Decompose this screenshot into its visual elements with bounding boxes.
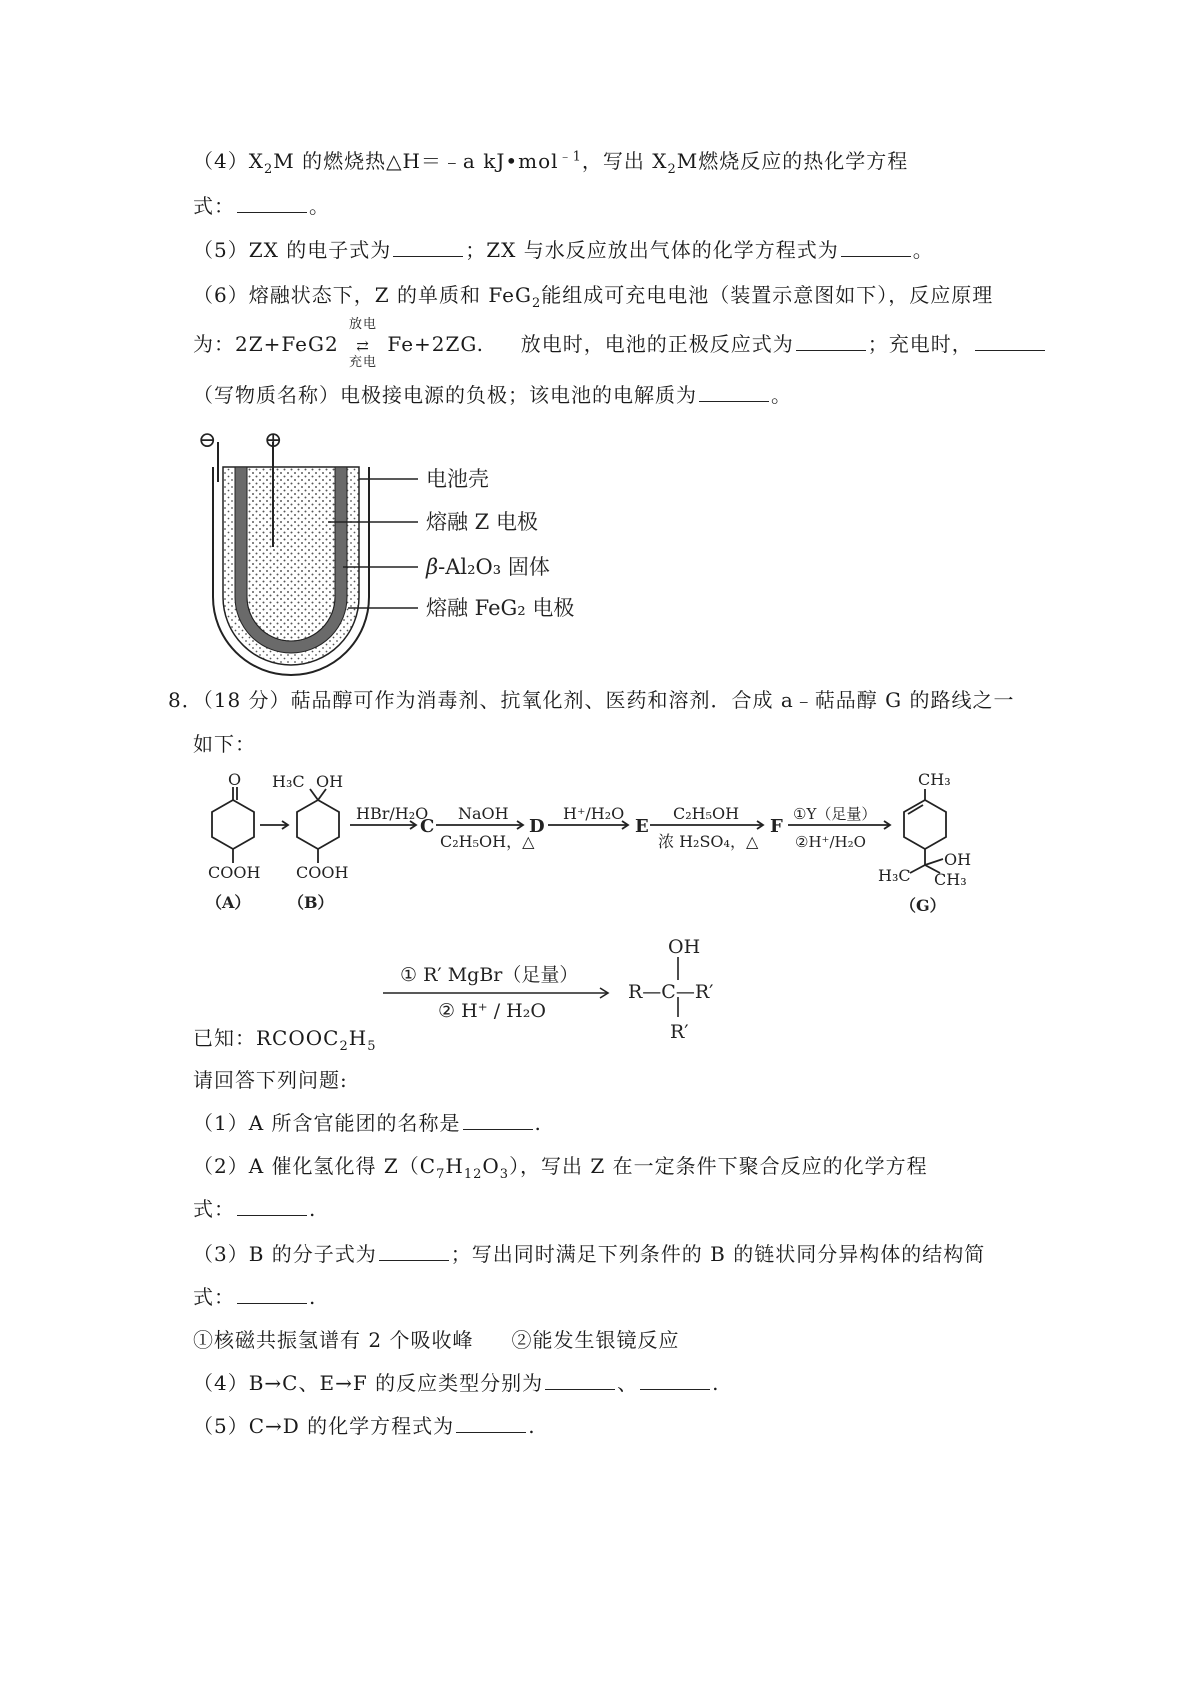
svg-text:② H⁺ / H₂O: ② H⁺ / H₂O: [438, 1000, 546, 1022]
q7-part6-line1: （6）熔融状态下，Z 的单质和 FeG$_2$能组成可充电电池（装置示意图如下），反应原理: [193, 283, 994, 311]
q7-part5: （5）ZX 的电子式为 ；ZX 与水反应放出气体的化学方程式为 。: [193, 238, 934, 262]
answer-blank: [456, 1431, 526, 1433]
q8-part3-line1: （3）B 的分子式为 ；写出同时满足下列条件的 B 的链状同分异构体的结构简: [193, 1242, 986, 1266]
svg-text:CH₃: CH₃: [934, 870, 967, 889]
svg-text:F: F: [770, 816, 783, 837]
answer-blank: [393, 255, 463, 257]
svg-text:（G）: （G）: [900, 896, 946, 915]
answer-blank: [237, 1214, 307, 1216]
answer-blank: [237, 211, 307, 213]
answer-blank: [841, 255, 911, 257]
q8-part4: （4）B→C、E→F 的反应类型分别为 、 .: [193, 1371, 720, 1395]
svg-text:浓 H₂SO₄，△: 浓 H₂SO₄，△: [658, 832, 759, 851]
q8-title: 8．（18 分）萜品醇可作为消毒剂、抗氧化剂、医药和溶剂．合成 a﹣萜品醇 G 的路线之一: [168, 688, 1015, 712]
q7-part6-line3: （写物质名称）电极接电源的负极；该电池的电解质为 。: [193, 383, 792, 407]
known-reaction: [378, 935, 798, 1045]
svg-text:H⁺/H₂O: H⁺/H₂O: [563, 804, 625, 823]
q8-part2-line2: 式： .: [193, 1197, 317, 1221]
svg-text:H₃C: H₃C: [272, 772, 305, 791]
battery-label-shell: 电池壳: [426, 467, 489, 491]
svg-text:OH: OH: [316, 772, 344, 791]
svg-text:C₂H₅OH，△: C₂H₅OH，△: [440, 832, 535, 851]
svg-text:COOH: COOH: [208, 863, 261, 882]
q8-part3-line2: 式： .: [193, 1285, 317, 1309]
q8-title-line2: 如下：: [193, 732, 256, 756]
q8-part1: （1）A 所含官能团的名称是 .: [193, 1111, 542, 1135]
svg-text:OH: OH: [668, 936, 701, 958]
synthesis-scheme: [188, 770, 988, 925]
svg-text:CH₃: CH₃: [918, 770, 951, 789]
answer-blank: [237, 1302, 307, 1304]
battery-label-al2o3: β-Al₂O₃ 固体: [426, 555, 550, 579]
svg-text:E: E: [635, 816, 649, 837]
svg-text:（A）: （A）: [206, 893, 251, 912]
answer-blank: [640, 1388, 710, 1390]
plus-icon: ⊕: [264, 428, 283, 453]
svg-text:OH: OH: [944, 850, 972, 869]
reversible-arrow: 放电 ⇄ 充电: [349, 317, 378, 370]
svg-text:COOH: COOH: [296, 863, 349, 882]
svg-text:C: C: [420, 816, 435, 837]
q7-part4-line2: 式： 。: [193, 194, 330, 218]
svg-text:R′: R′: [670, 1021, 689, 1043]
svg-text:NaOH: NaOH: [458, 804, 509, 823]
answer-blank: [796, 349, 866, 351]
svg-text:D: D: [529, 816, 545, 837]
answer-blank: [975, 349, 1045, 351]
svg-text:O: O: [228, 770, 242, 789]
minus-icon: ⊖: [198, 428, 217, 453]
battery-diagram: [188, 422, 575, 662]
answer-blank: [379, 1259, 449, 1261]
q8-part2-line1: （2）A 催化氢化得 $Z(C_7H_{12}O_3)$，写出 Z 在一定条件下聚合反应的化学方程: [193, 1154, 928, 1182]
answer-blank: [545, 1388, 615, 1390]
svg-text:HBr/H₂O: HBr/H₂O: [356, 804, 429, 823]
svg-text:①Y（足量）: ①Y（足量）: [793, 805, 877, 823]
svg-text:②H⁺/H₂O: ②H⁺/H₂O: [795, 833, 866, 851]
known-label: 已知：$RCOOC_2H_5$: [193, 1026, 377, 1054]
q7-part6-line2: 为：2Z+FeG2 放电 ⇄ 充电 Fe+2ZG. 放电时，电池的正极反应式为 ；充电时，: [193, 328, 1047, 357]
svg-text:R—C—R′: R—C—R′: [628, 981, 714, 1003]
q8-part5: （5）C→D 的化学方程式为 .: [193, 1414, 536, 1438]
answer-blank: [699, 400, 769, 402]
svg-text:C₂H₅OH: C₂H₅OH: [673, 804, 740, 823]
svg-text:（B）: （B）: [288, 893, 334, 912]
q7-part4-line1: $(4)X_2M$ 的燃烧热△H＝﹣a kJ•mol$^{﹣1}$，写出 $X_2M$燃烧反应的热化学方程: [193, 149, 909, 177]
svg-text:H₃C: H₃C: [878, 866, 911, 885]
answer-blank: [463, 1128, 533, 1130]
battery-label-z: 熔融 Z 电极: [426, 510, 538, 534]
q8-ask: 请回答下列问题:: [193, 1068, 348, 1092]
q8-conditions: ①核磁共振氢谱有 2 个吸收峰 ②能发生银镜反应: [193, 1328, 680, 1352]
svg-text:① R′ MgBr（足量）: ① R′ MgBr（足量）: [400, 964, 579, 986]
battery-label-feg2: 熔融 FeG₂ 电极: [426, 596, 575, 620]
